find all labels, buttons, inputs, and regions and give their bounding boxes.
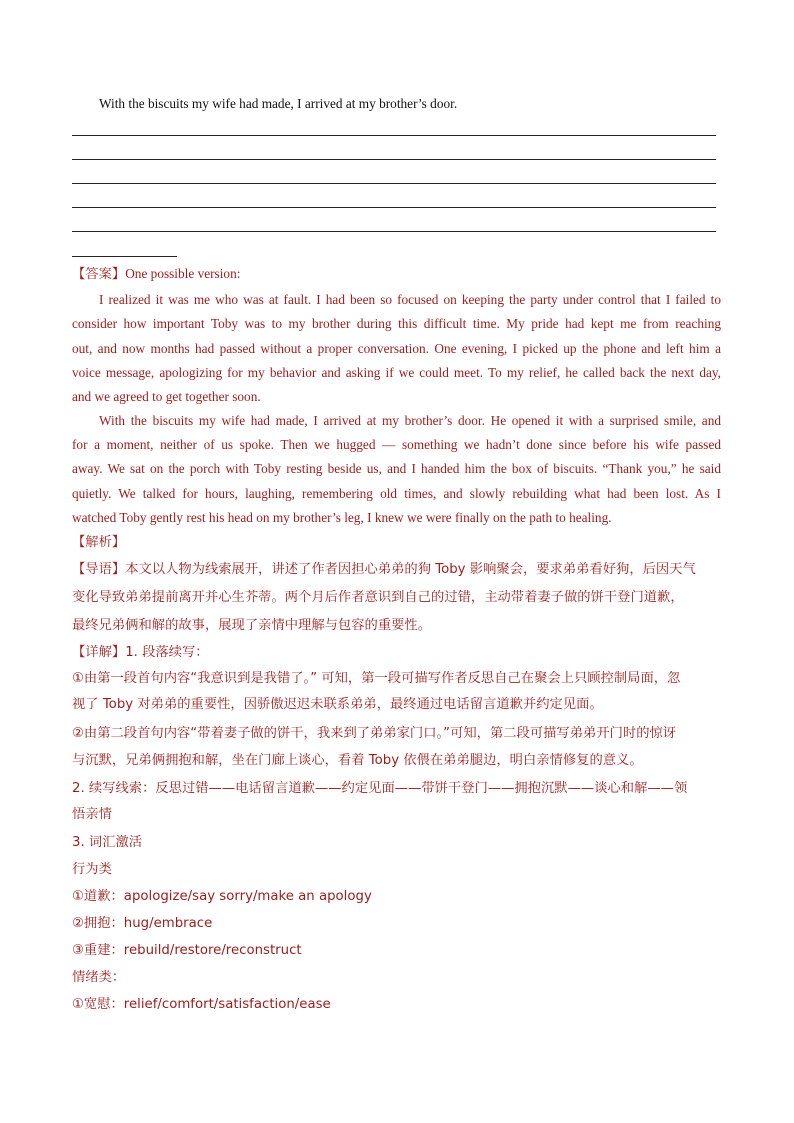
vocab-action-heading: 行为类 xyxy=(72,862,112,877)
detail-line: 与沉默，兄弟俩拥抱和解，坐在门廊上谈心，看着 Toby 依偎在弟弟腿边，明白亲情修复的意义。 xyxy=(72,753,643,768)
vocab-item: ②拥抱：hug/embrace xyxy=(72,916,213,931)
guide-line xyxy=(72,562,696,578)
detail-line: ②由第二段首句内容“带着妻子做的饼干，我来到了弟弟家门口。”可知，第二段可描写弟弟开门时的惊讶 xyxy=(72,726,677,741)
writing-line-short xyxy=(72,256,177,257)
detail-first: 1. 段落续写： xyxy=(125,645,209,660)
writing-line xyxy=(72,231,716,232)
answer-p1-line: voice message, apologizing for my behavior and asking if we could meet. To my relief, he called back the next day, xyxy=(72,365,721,380)
answer-heading xyxy=(72,266,240,283)
detail-label: 【详解】 xyxy=(72,645,126,660)
detail-line: 视了 Toby 对弟弟的重要性，因骄傲迟迟未联系弟弟，最终通过电话留言道歉并约定见面。 xyxy=(72,697,603,712)
answer-label: 【答案】 xyxy=(72,267,126,282)
writing-line xyxy=(72,183,716,184)
guide-label: 【导语】 xyxy=(72,562,126,577)
answer-p1-line: out, and now months had passed without a proper conversation. One evening, I picked up the phone and left him a xyxy=(72,341,721,356)
writing-line xyxy=(72,207,716,208)
writing-line xyxy=(72,159,716,160)
answer-p2-line: quietly. We talked for hours, laughing, remembering old times, and slowly rebuilding what had been lost. As I xyxy=(72,486,721,501)
detail-line: 3. 词汇激活 xyxy=(72,835,143,850)
answer-p1-line: I realized it was me who was at fault. I had been so focused on keeping the party under control that I failed to xyxy=(99,292,721,307)
answer-intro: One possible version: xyxy=(125,266,241,281)
vocab-emotion-heading: 情绪类： xyxy=(72,970,126,985)
answer-p2-line: for a moment, neither of us spoke. Then we hugged — something we hadn’t done since before his wife passed xyxy=(72,437,721,452)
vocab-item: ③重建：rebuild/restore/reconstruct xyxy=(72,943,302,958)
guide-line: 变化导致弟弟提前离开并心生芥蒂。两个月后作者意识到自己的过错，主动带着妻子做的饼干登门道歉， xyxy=(72,590,684,605)
vocab-item: ①道歉：apologize/say sorry/make an apology xyxy=(72,889,372,904)
answer-p1-line: and we agreed to get together soon. xyxy=(72,389,261,404)
answer-p2-line: away. We sat on the porch with Toby resting beside us, and I handed him the box of biscuits. “Thank you,” he said xyxy=(72,461,721,476)
detail-line: 悟亲情 xyxy=(72,807,112,822)
detail-line xyxy=(72,645,209,661)
detail-line: ①由第一段首句内容“我意识到是我错了。” 可知，第一段可描写作者反思自己在聚会上只顾控制局面，忽 xyxy=(72,671,681,686)
writing-line xyxy=(72,135,716,136)
vocab-item: ①宽慰：relief/comfort/satisfaction/ease xyxy=(72,997,331,1012)
answer-p2-line: watched Toby gently rest his head on my brother’s leg, I knew we were finally on the path to healing. xyxy=(72,510,612,525)
guide-line: 最终兄弟俩和解的故事，展现了亲情中理解与包容的重要性。 xyxy=(72,618,432,633)
prompt-line: With the biscuits my wife had made, I arrived at my brother’s door. xyxy=(99,96,458,111)
answer-p2-line: With the biscuits my wife had made, I arrived at my brother’s door. He opened it with a surprised smile, and xyxy=(99,413,721,428)
answer-p1-line: consider how important Toby was to my brother during this difficult time. My pride had kept me from reaching xyxy=(72,316,721,331)
analysis-label: 【解析】 xyxy=(72,535,126,550)
guide-text: 本文以人物为线索展开，讲述了作者因担心弟弟的狗 Toby 影响聚会，要求弟弟看好狗，后因天气 xyxy=(125,562,696,577)
detail-line: 2. 续写线索：反思过错——电话留言道歉——约定见面——带饼干登门——拥抱沉默——谈心和解——领 xyxy=(72,781,688,796)
